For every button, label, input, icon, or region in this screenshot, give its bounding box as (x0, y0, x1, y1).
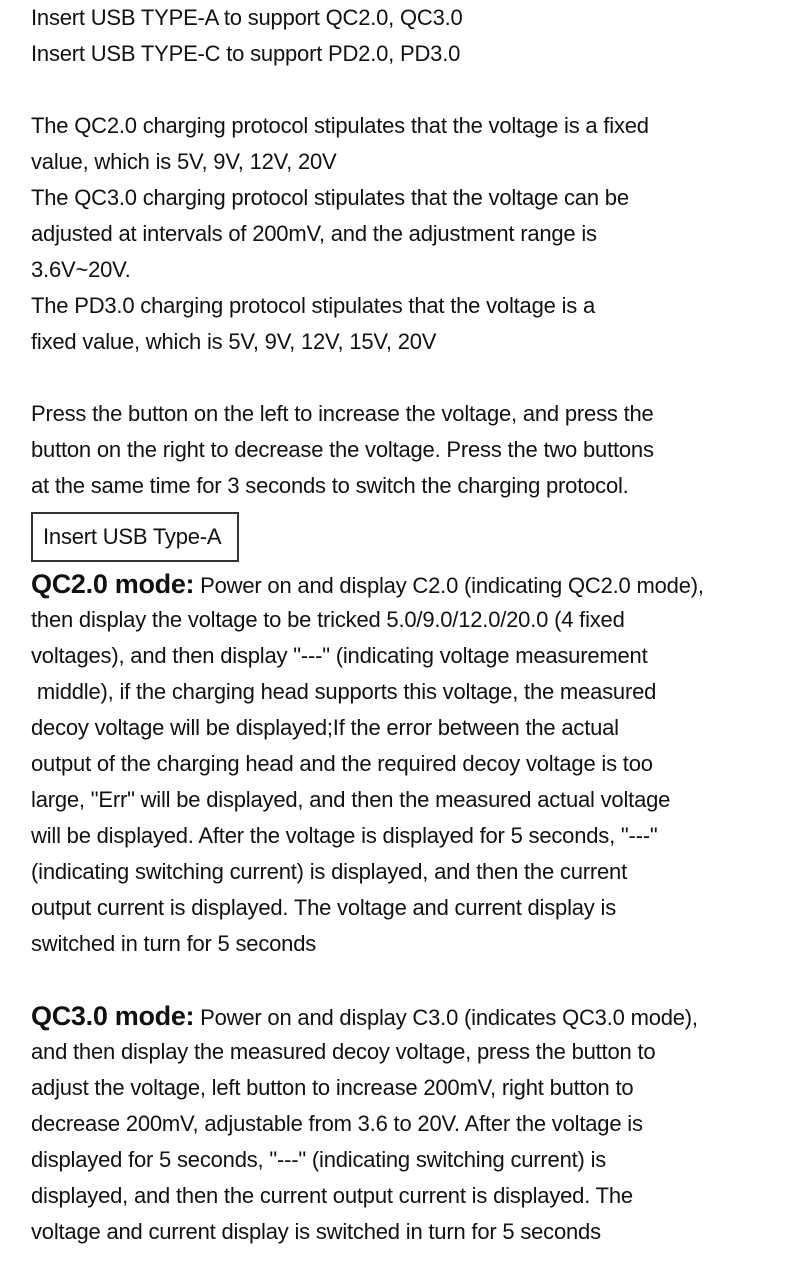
protocol-line: The PD3.0 charging protocol stipulates that the voltage is a (31, 293, 596, 318)
protocol-line: value, which is 5V, 9V, 12V, 20V (31, 149, 337, 174)
document-page (31, 0, 786, 1250)
intro-line-type-c: Insert USB TYPE-C to support PD2.0, PD3.0 (31, 41, 461, 66)
qc30-first-line-text: Power on and display C3.0 (indicates QC3.0 mode), (194, 1005, 698, 1030)
qc20-line: (indicating switching current) is displayed, and then the current (31, 859, 627, 884)
spacer (31, 962, 786, 998)
spacer (31, 72, 786, 108)
qc20-first-line (31, 566, 786, 602)
qc30-line: decrease 200mV, adjustable from 3.6 to 20V. After the voltage is (31, 1111, 643, 1136)
intro-line-type-a: Insert USB TYPE-A to support QC2.0, QC3.0 (31, 5, 463, 30)
qc30-line: displayed, and then the current output current is displayed. The (31, 1183, 633, 1208)
qc30-line: adjust the voltage, left button to increase 200mV, right button to (31, 1075, 634, 1100)
qc30-section (31, 998, 786, 1250)
qc20-section (31, 566, 786, 962)
section-box-usb-type-a: Insert USB Type-A (31, 512, 239, 562)
qc30-heading: QC3.0 mode: (31, 1001, 195, 1031)
qc20-line: output current is displayed. The voltage and current display is (31, 895, 616, 920)
intro-section (31, 0, 786, 72)
buttons-section (31, 396, 786, 504)
qc20-line: output of the charging head and the required decoy voltage is too (31, 751, 653, 776)
qc20-line: then display the voltage to be tricked 5.0/9.0/12.0/20.0 (4 fixed (31, 607, 625, 632)
qc20-first-line-text: Power on and display C2.0 (indicating QC2.0 mode), (194, 573, 704, 598)
qc30-line: and then display the measured decoy voltage, press the button to (31, 1039, 656, 1064)
qc20-line: switched in turn for 5 seconds (31, 931, 317, 956)
protocol-line: The QC2.0 charging protocol stipulates that the voltage is a fixed (31, 113, 649, 138)
qc20-line: large, "Err" will be displayed, and then the measured actual voltage (31, 787, 671, 812)
qc20-heading: QC2.0 mode: (31, 569, 195, 599)
protocol-line: fixed value, which is 5V, 9V, 12V, 15V, 20V (31, 329, 437, 354)
protocol-line: adjusted at intervals of 200mV, and the adjustment range is (31, 221, 597, 246)
qc20-line: decoy voltage will be displayed;If the error between the actual (31, 715, 619, 740)
spacer (31, 360, 786, 396)
qc30-line: displayed for 5 seconds, "---" (indicating switching current) is (31, 1147, 607, 1172)
qc20-line: voltages), and then display "---" (indicating voltage measurement (31, 643, 648, 668)
protocol-line: 3.6V~20V. (31, 257, 131, 282)
buttons-line: Press the button on the left to increase the voltage, and press the (31, 401, 654, 426)
protocols-section (31, 108, 786, 360)
buttons-line: button on the right to decrease the voltage. Press the two buttons (31, 437, 654, 462)
qc30-first-line (31, 998, 786, 1034)
protocol-line: The QC3.0 charging protocol stipulates that the voltage can be (31, 185, 629, 210)
qc20-line: will be displayed. After the voltage is displayed for 5 seconds, "---" (31, 823, 658, 848)
qc20-line: middle), if the charging head supports this voltage, the measured (31, 679, 657, 704)
section-box-wrap (31, 512, 786, 564)
qc30-line: voltage and current display is switched in turn for 5 seconds (31, 1219, 601, 1244)
buttons-line: at the same time for 3 seconds to switch the charging protocol. (31, 473, 629, 498)
